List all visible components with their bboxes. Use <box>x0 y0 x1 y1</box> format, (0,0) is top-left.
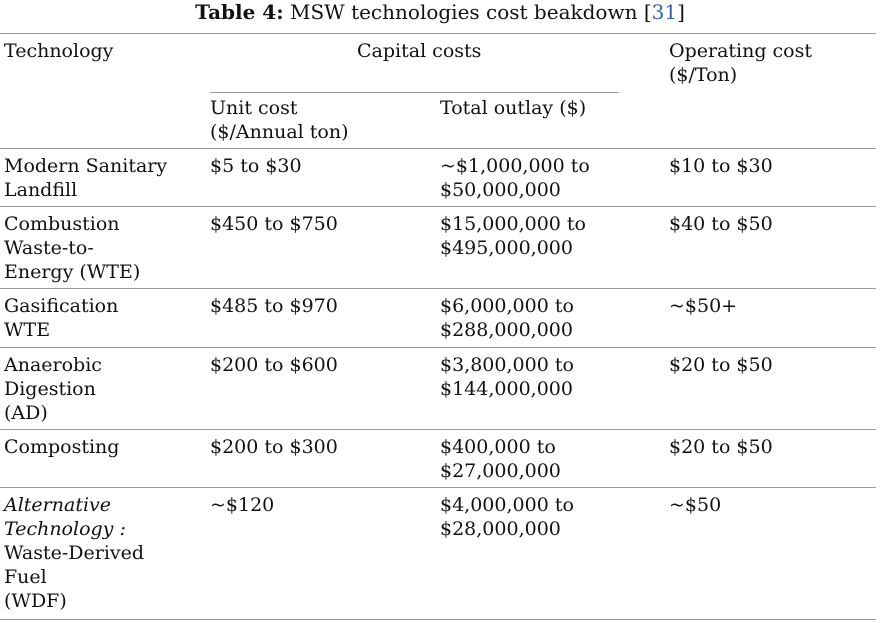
row-technology-line: Fuel <box>4 566 47 588</box>
row-total-outlay <box>440 353 574 401</box>
row-technology-italic-line: Technology : <box>4 518 126 540</box>
row-technology <box>4 212 140 284</box>
row-total-outlay-line: $400,000 to <box>440 436 556 458</box>
row-unit-cost-line: $5 to $30 <box>210 155 302 177</box>
row-total-outlay-line: $6,000,000 to <box>440 295 574 317</box>
row-total-outlay <box>440 493 574 541</box>
capital-costs-rule <box>210 92 619 93</box>
header-operating-cost-line1: Operating cost <box>669 40 813 62</box>
row-unit-cost <box>210 212 338 236</box>
row-unit-cost-line: $485 to $970 <box>210 295 338 317</box>
row-operating-cost-line: $10 to $30 <box>669 155 773 177</box>
top-rule <box>0 33 876 34</box>
row-total-outlay <box>440 212 586 260</box>
row-rule <box>0 347 876 348</box>
caption-text: MSW technologies cost beakdown [ <box>289 0 652 24</box>
row-total-outlay <box>440 154 590 202</box>
row-unit-cost <box>210 353 338 377</box>
row-operating-cost <box>669 154 773 178</box>
row-rule <box>0 288 876 289</box>
header-capital-costs: Capital costs <box>357 40 482 62</box>
row-operating-cost-line: ~$50+ <box>669 295 738 317</box>
row-operating-cost-line: $20 to $50 <box>669 436 773 458</box>
row-technology-line: Combustion <box>4 213 120 235</box>
row-operating-cost-line: $20 to $50 <box>669 354 773 376</box>
row-operating-cost-line: ~$50 <box>669 494 722 516</box>
caption-close: ] <box>677 0 685 24</box>
row-technology-italic-line: Alternative <box>4 494 112 516</box>
row-technology-line: Waste-Derived <box>4 542 145 564</box>
row-total-outlay-line: $28,000,000 <box>440 518 561 540</box>
citation-link[interactable]: 31 <box>651 0 678 24</box>
row-total-outlay-line: $3,800,000 to <box>440 354 574 376</box>
row-total-outlay <box>440 435 561 483</box>
row-technology-line: Landfill <box>4 179 78 201</box>
row-total-outlay-line: $50,000,000 <box>440 179 561 201</box>
row-technology-line: Composting <box>4 436 120 458</box>
row-operating-cost <box>669 353 773 377</box>
row-unit-cost-line: $450 to $750 <box>210 213 338 235</box>
header-unit-cost-line1: Unit cost <box>210 97 298 119</box>
row-technology-line: Gasification <box>4 295 119 317</box>
header-unit-cost <box>210 96 349 144</box>
row-unit-cost <box>210 493 274 517</box>
row-total-outlay-line: $27,000,000 <box>440 460 561 482</box>
row-total-outlay-line: $288,000,000 <box>440 319 573 341</box>
row-technology-line: Modern Sanitary <box>4 155 168 177</box>
row-technology-line: Digestion <box>4 378 96 400</box>
row-operating-cost <box>669 493 721 517</box>
row-technology <box>4 154 167 202</box>
row-operating-cost <box>669 294 737 318</box>
header-unit-cost-line2: ($/Annual ton) <box>210 121 349 143</box>
row-technology-line: Anaerobic <box>4 354 102 376</box>
caption-label: Table 4: <box>195 0 284 24</box>
row-total-outlay-line: $15,000,000 to <box>440 213 586 235</box>
row-technology <box>4 435 119 459</box>
row-technology-line: WTE <box>4 319 51 341</box>
header-total-outlay: Total outlay ($) <box>440 97 587 119</box>
row-total-outlay <box>440 294 574 342</box>
row-total-outlay-line: $144,000,000 <box>440 378 573 400</box>
row-operating-cost <box>669 212 773 236</box>
header-technology: Technology <box>4 40 114 62</box>
header-rule <box>0 148 876 149</box>
row-technology-line: Energy (WTE) <box>4 261 141 283</box>
row-technology <box>4 353 102 425</box>
row-unit-cost <box>210 294 338 318</box>
row-total-outlay-line: $495,000,000 <box>440 237 573 259</box>
row-unit-cost-line: $200 to $300 <box>210 436 338 458</box>
row-unit-cost-line: ~$120 <box>210 494 275 516</box>
row-technology <box>4 493 144 613</box>
row-unit-cost <box>210 435 338 459</box>
row-operating-cost-line: $40 to $50 <box>669 213 773 235</box>
row-technology-line: Waste-to- <box>4 237 94 259</box>
row-rule <box>0 619 876 620</box>
row-total-outlay-line: ~$1,000,000 to <box>440 155 590 177</box>
row-rule <box>0 487 876 488</box>
row-technology-line: (WDF) <box>4 590 67 612</box>
row-rule <box>0 206 876 207</box>
header-operating-cost <box>669 39 812 87</box>
row-total-outlay-line: $4,000,000 to <box>440 494 574 516</box>
row-unit-cost <box>210 154 302 178</box>
row-technology <box>4 294 118 342</box>
row-rule <box>0 429 876 430</box>
table-caption <box>0 0 880 24</box>
row-operating-cost <box>669 435 773 459</box>
row-technology-line: (AD) <box>4 402 48 424</box>
row-unit-cost-line: $200 to $600 <box>210 354 338 376</box>
header-operating-cost-line2: ($/Ton) <box>669 64 738 86</box>
